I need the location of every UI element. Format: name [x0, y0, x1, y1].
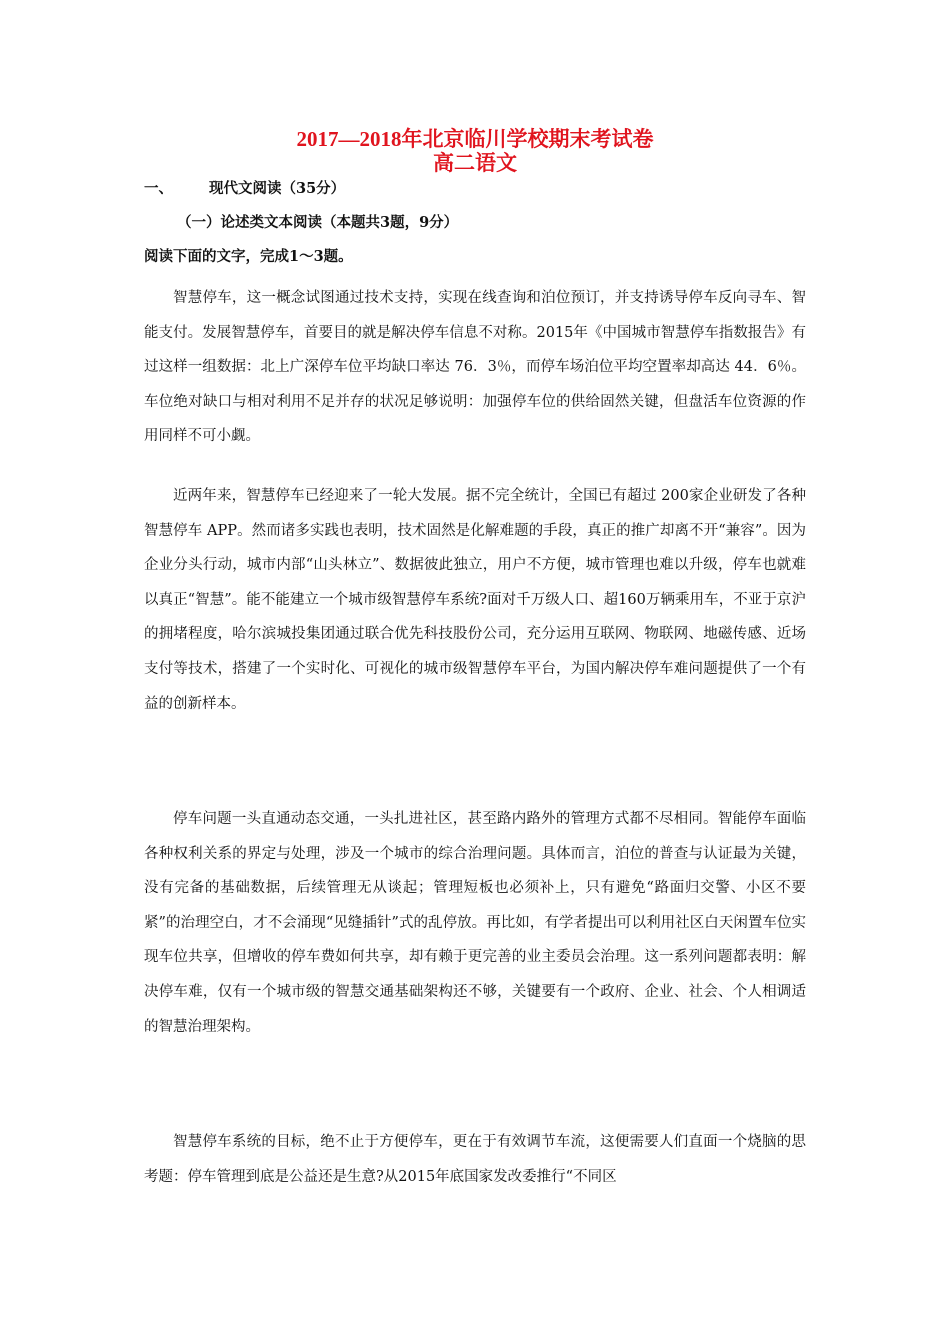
- passage-paragraph-1: 智慧停车，这一概念试图通过技术支持，实现在线查询和泊位预订，并支持诱导停车反向寻车、智能支付。发展智慧停车，首要目的就是解决停车信息不对称。2015年《中国城市智慧停车指数报告》有过这样一组数据：北上广深停车位平均缺口率达 76．3％，而停车场泊位平均空置率却高达 44．6％。车位绝对缺口与相对利用不足并存的状况足够说明：加强停车位的供给固然关键，但盘活车位资源的作用同样不可小觑。: [144, 290, 806, 445]
- passage-paragraph-2: 近两年来，智慧停车已经迎来了一轮大发展。据不完全统计，全国已有超过 200家企业研发了各种智慧停车 APP。然而诸多实践也表明，技术固然是化解难题的手段，真正的推广却离不开“兼容”。因为企业分头行动，城市内部“山头林立”、数据彼此独立，用户不方便，城市管理也难以升级，停车也就难以真正“智慧”。能不能建立一个城市级智慧停车系统?面对千万级人口、超160万辆乘用车，不亚于京沪的拥堵程度，哈尔滨城投集团通过联合优先科技股份公司，充分运用互联网、物联网、地磁传感、近场支付等技术，搭建了一个实时化、可视化的城市级智慧停车平台，为国内解决停车难问题提供了一个有益的创新样本。: [144, 488, 806, 712]
- passage-paragraph-4: 智慧停车系统的目标，绝不止于方便停车，更在于有效调节车流，这便需要人们直面一个烧脑的思考题：停车管理到底是公益还是生意?从2015年底国家发改委推行“不同区: [144, 1134, 806, 1185]
- exam-title: 2017—2018年北京临川学校期末考试卷: [296, 127, 654, 151]
- subsection-heading: （一）论述类文本阅读（本题共3题，9分）: [177, 214, 459, 231]
- section-heading: 现代文阅读（35分）: [209, 180, 346, 197]
- section-number: 一、: [144, 180, 173, 197]
- exam-subject: 高二语文: [433, 151, 517, 175]
- reading-instruction: 阅读下面的文字，完成1～3题。: [144, 248, 353, 265]
- passage-paragraph-3: 停车问题一头直通动态交通，一头扎进社区，甚至路内路外的管理方式都不尽相同。智能停车面临各种权利关系的界定与处理，涉及一个城市的综合治理问题。具体而言，泊位的普查与认证最为关键，没有完备的基础数据，后续管理无从谈起；管理短板也必须补上，只有避免“路面归交警、小区不要紧”的治理空白，才不会涌现“见缝插针”式的乱停放。再比如，有学者提出可以利用社区白天闲置车位实现车位共享，但增收的停车费如何共享，却有赖于更完善的业主委员会治理。这一系列问题都表明：解决停车难，仅有一个城市级的智慧交通基础架构还不够，关键要有一个政府、企业、社会、个人相调适的智慧治理架构。: [144, 811, 806, 1035]
